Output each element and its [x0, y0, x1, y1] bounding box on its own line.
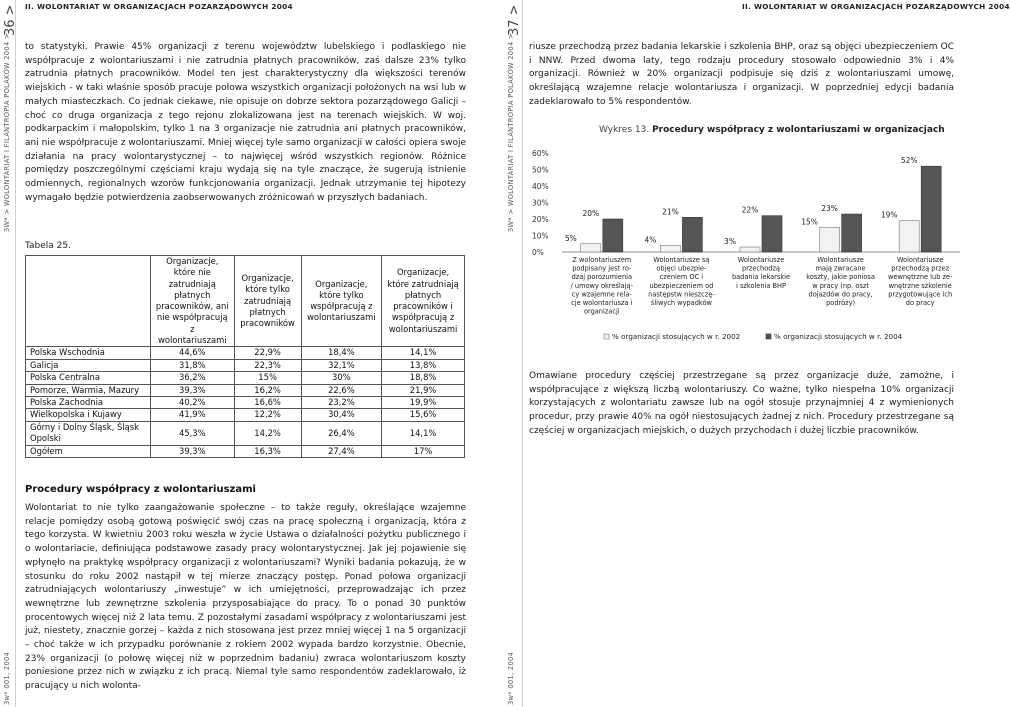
value-cell: 22,6%	[301, 384, 382, 396]
y-tick-label: 60%	[532, 149, 549, 158]
value-cell: 18,4%	[301, 347, 382, 359]
left-running-header: II. WOLONTARIAT W ORGANIZACJACH POZARZĄDOWYCH 2004	[25, 2, 293, 11]
category-label: dzaj porozumienia	[571, 273, 633, 282]
table-header-cell: Organizacje, które nie zatrudniają płatnych pracowników, ani nie współpracują z wolontariuszami	[151, 256, 235, 347]
value-cell: 14,1%	[382, 347, 465, 359]
region-cell: Polska Wschodnia	[26, 347, 151, 359]
category-label: wewnętrzne lub ze-	[888, 273, 953, 282]
category-label: podróży)	[826, 299, 856, 307]
value-cell: 36,2%	[151, 372, 235, 384]
category-label: Wolontariusze są	[653, 256, 710, 264]
table-row	[26, 397, 465, 409]
table-header-cell: Organizacje, które tylko zatrudniają płatnych pracowników	[234, 256, 301, 347]
table-row-total	[26, 445, 465, 457]
right-margin-rule	[522, 0, 523, 707]
value-cell: 13,8%	[382, 359, 465, 371]
region-cell: Galicja	[26, 359, 151, 371]
y-tick-label: 50%	[532, 165, 549, 175]
category-label: Z wolontariuszem	[572, 256, 632, 264]
table-row	[26, 359, 465, 371]
bar-2004-value-label: 52%	[900, 156, 918, 166]
value-cell: 17%	[382, 445, 465, 457]
bar-2004	[682, 217, 702, 252]
bar-2004	[921, 166, 941, 252]
left-intro-paragraph: to statystyki. Prawie 45% organizacji z terenu województw lubelskiego i podlaskiego nie współpracuje z wolontariuszami i nie zatrudnia płatnych pracowników, zaś dalsze 23% tylko zatrudnia płatnych pracowników. Model ten jest charakterystyczny dla większości terenów wiejskich - w taki właśnie sposób pracuje połowa wszystkich organizacji położonych na wsi lub w małych miasteczkach. Co jednak ciekawe, nie opisuje on dobrze sektora pozarządowego Galicji – choć co druga organizacja z tego rejonu zlokalizowana jest na terenach wiejskich. W woj. podkarpackim i małopolskim, tylko 1 na 3 organizacje nie zatrudnia ani płatnych pracowników, ani nie współpracuje z wolontariuszami. Mniej więcej tyle samo organizacji w całości opiera swoje działania na pracy wolontarystycznej – to najwięcej wśród wszystkich regionów. Różnice pomiędzy poszczególnymi częściami kraju wydają się na tyle znaczące, że sugerują istnienie odmiennych, regionalnych wzorów funkcjonowania organizacji. Jednak utrzymanie tej hipotezy wymagało będzie potwierdzenia zaobserwowanych zróżnicowań w przyszłych badaniach.	[25, 42, 466, 203]
left-page	[0, 0, 478, 707]
bar-2004-value-label: 20%	[582, 209, 600, 218]
table-25	[25, 255, 465, 458]
legend-label-2002: % organizacji stosujących w r. 2002	[612, 332, 741, 341]
category-label: Wolontariusze	[896, 256, 944, 264]
value-cell: 18,8%	[382, 372, 465, 384]
category-label: przechodzą	[742, 264, 780, 273]
chart-caption-title: Procedury współpracy z wolontariuszami w organizacjach	[652, 125, 945, 135]
left-page-number: 36 >	[3, 4, 18, 36]
category-label: mają zwracane	[815, 264, 866, 273]
right-intro-paragraph: riusze przechodzą przez badania lekarskie i szkolenia BHP, oraz są objęci ubezpieczeniem OC i NNW. Przed dwoma laty, tego rodzaju procedury stosowało odpowiednio 3% i 4% organizacji. Również w 20% organizacji podpisuje się dziś z wolontariuszami umowę, określającą wzajemne relacje wolontariusza i organizacji. W poprzedniej edycji badania zadeklarowało to 5% respondentów.	[529, 42, 954, 107]
category-label: podpisany jest ro-	[572, 264, 632, 273]
category-label: cy wzajemne rela-	[571, 290, 632, 299]
value-cell: 16,2%	[234, 384, 301, 396]
value-cell: 22,3%	[234, 359, 301, 371]
y-tick-label: 30%	[532, 198, 549, 208]
right-running-header: II. WOLONTARIAT W ORGANIZACJACH POZARZĄDOWYCH 2004	[742, 2, 1010, 11]
y-tick-label: 40%	[532, 182, 549, 191]
table-row	[26, 409, 465, 421]
value-cell: 19,9%	[382, 397, 465, 409]
region-cell: Górny i Dolny Śląsk, Śląsk Opolski	[26, 421, 151, 445]
category-label: następstw nieszczę-	[648, 290, 715, 299]
value-cell: 21,9%	[382, 384, 465, 396]
right-issue-label: 3w* 001, 2004	[507, 651, 515, 705]
bar-2002	[660, 245, 680, 252]
legend-swatch-2002	[604, 334, 609, 339]
region-cell: Polska Centralna	[26, 372, 151, 384]
value-cell: 23,2%	[301, 397, 382, 409]
category-label: czeniem OC i	[659, 273, 704, 282]
table-header-cell: Organizacje, które zatrudniają płatnych pracowników i współpracują z wolontariuszami	[382, 256, 465, 347]
category-label: do pracy	[905, 299, 935, 307]
category-label: w pracy (np. oszt	[812, 281, 869, 290]
category-label: badania lekarskie	[731, 273, 791, 282]
value-cell: 15%	[234, 372, 301, 384]
value-cell: 39,3%	[151, 445, 235, 457]
value-cell: 15,6%	[382, 409, 465, 421]
chart-caption-number: Wykres 13.	[599, 125, 650, 135]
category-label: śliwych wypadków	[650, 299, 712, 307]
category-label: wnętrzne szkolenie	[888, 281, 952, 290]
section-title: Procedury współpracy z wolontariuszami	[25, 484, 256, 495]
category-label: koszty, jakie poniosa	[806, 273, 875, 282]
value-cell: 22,9%	[234, 347, 301, 359]
bar-2004-value-label: 22%	[741, 205, 759, 215]
bar-2002-value-label: 19%	[880, 210, 898, 220]
value-cell: 40,2%	[151, 397, 235, 409]
right-page	[482, 0, 1010, 707]
value-cell: 12,2%	[234, 409, 301, 421]
bar-2004	[603, 219, 623, 252]
value-cell: 32,1%	[301, 359, 382, 371]
value-cell: 26,4%	[301, 421, 382, 445]
region-cell: Wielkopolska i Kujawy	[26, 409, 151, 421]
bar-2002-value-label: 15%	[801, 217, 818, 227]
value-cell: 41,9%	[151, 409, 235, 421]
category-label: Wolontariusze	[737, 256, 785, 264]
category-label: przygotowujące ich	[888, 290, 953, 299]
bar-2002-value-label: 3%	[724, 237, 736, 247]
category-label: dojazdów do pracy,	[808, 290, 873, 299]
bar-2002	[581, 244, 601, 252]
chart-caption	[599, 125, 945, 135]
bar-2004	[842, 214, 862, 252]
region-cell: Polska Zachodnia	[26, 397, 151, 409]
procedures-bar-chart	[532, 140, 962, 355]
category-label: organizacji	[583, 307, 620, 316]
bar-2002-value-label: 5%	[564, 233, 577, 243]
table-row	[26, 372, 465, 384]
value-cell: 30%	[301, 372, 382, 384]
table-row	[26, 421, 465, 445]
bar-2002	[820, 227, 840, 252]
bar-2004-value-label: 23%	[821, 204, 838, 214]
table-header-cell	[26, 256, 151, 347]
table-row	[26, 347, 465, 359]
value-cell: 30,4%	[301, 409, 382, 421]
table-caption: Tabela 25.	[25, 241, 71, 251]
bar-2004-value-label: 21%	[662, 207, 679, 217]
value-cell: 16,6%	[234, 397, 301, 409]
category-label: i szkolenia BHP	[736, 281, 786, 290]
value-cell: 39,3%	[151, 384, 235, 396]
table-row	[26, 384, 465, 396]
value-cell: 45,3%	[151, 421, 235, 445]
region-cell: Pomorze, Warmia, Mazury	[26, 384, 151, 396]
category-label: / umowy określają-	[570, 281, 633, 290]
value-cell: 27,4%	[301, 445, 382, 457]
value-cell: 31,8%	[151, 359, 235, 371]
table-header-cell: Organizacje, które tylko współpracują z wolontariuszami	[301, 256, 382, 347]
region-cell: Ogółem	[26, 445, 151, 457]
category-label: cje wolontariusza i	[571, 299, 633, 307]
bar-2004	[762, 216, 782, 252]
right-side-running-title: 3W* > WOLONTARIAT I FILANTROPIA POLAKÓW 2004 >	[507, 33, 515, 232]
legend-label-2004: % organizacji stosujących w r. 2004	[774, 332, 903, 341]
category-label: ubezpieczeniem od	[649, 281, 714, 290]
left-margin-rule	[15, 0, 16, 707]
left-side-running-title: 3W* > WOLONTARIAT I FILANTROPIA POLAKÓW 2004 >	[3, 33, 11, 232]
right-page-number: 37 >	[507, 4, 522, 36]
value-cell: 16,3%	[234, 445, 301, 457]
value-cell: 14,1%	[382, 421, 465, 445]
bar-2002	[740, 247, 760, 252]
bar-2002	[899, 221, 919, 252]
category-label: Wolontariusze	[817, 256, 864, 264]
category-label: objęci ubezpie-	[656, 264, 707, 273]
y-tick-label: 10%	[532, 231, 549, 241]
y-tick-label: 20%	[532, 215, 549, 224]
left-issue-label: 3w* 001, 2004	[3, 651, 11, 705]
bar-2002-value-label: 4%	[644, 235, 657, 245]
value-cell: 44,6%	[151, 347, 235, 359]
right-conclusion-paragraph: Omawiane procedury częściej przestrzegane są przez organizacje duże, zamożne, i współpracujące z większą liczbą wolontariuszy. Co ważne, tylko niespełna 10% organizacji korzystających z wolontariatu zawsze lub na ogół stosuje przynajmniej 4 z wymienionych procedur, przy prawie 40% na ogół niestosujących żadnej z nich. Procedury przestrzegane są częściej w organizacjach miejskich, o dużych przychodach i dużej liczbie pracowników.	[529, 371, 954, 436]
category-label: przechodzą przez	[891, 264, 950, 273]
legend-swatch-2004	[766, 334, 771, 339]
left-section-paragraph: Wolontariat to nie tylko zaangażowanie społeczne – to także reguły, określające wzajemne relacje pomiędzy osobą gotową poświęcić swój czas na pracę społeczną i organizacją, która z tego korzysta. W kwietniu 2003 roku weszła w życie Ustawa o działalności pożytku publicznego i o wolontariacie, definiująca podstawowe zasady pracy wolontarystycznej. Jak jej pojawienie się wpłynęło na praktykę współpracy organizacji z wolontariuszami? Wyniki badania pokazują, że w stosunku do roku 2002 nastąpił w tej mierze znaczący postęp. Ponad połowa organizacji zatrudniających wolontariuszy „inwestuje” w ich umiejętności, przeprowadzając ich przez wewnętrzne lub zewnętrzne szkolenia przysposabiające do pracy. To o ponad 30 punktów procentowych więcej niż 2 lata temu. Z pozostałymi zasadami współpracy z wolontariuszami jest już, niestety, znacznie gorzej – każda z nich stosowana jest przez mniej więcej 1 na 5 organizacji – choć także w ich przypadku porównanie z rokiem 2002 wypada bardzo korzystnie. Obecnie, 23% organizacji (o połowę więcej niż w poprzednim badaniu) zwraca wolontariuszom koszty poniesione przez nich w związku z ich pracą. Niemal tyle samo respondentów zadeklarowało, iż pracujący u nich wolonta-	[25, 503, 466, 692]
y-tick-label: 0%	[532, 248, 544, 257]
value-cell: 14,2%	[234, 421, 301, 445]
table-header-row	[26, 256, 465, 347]
